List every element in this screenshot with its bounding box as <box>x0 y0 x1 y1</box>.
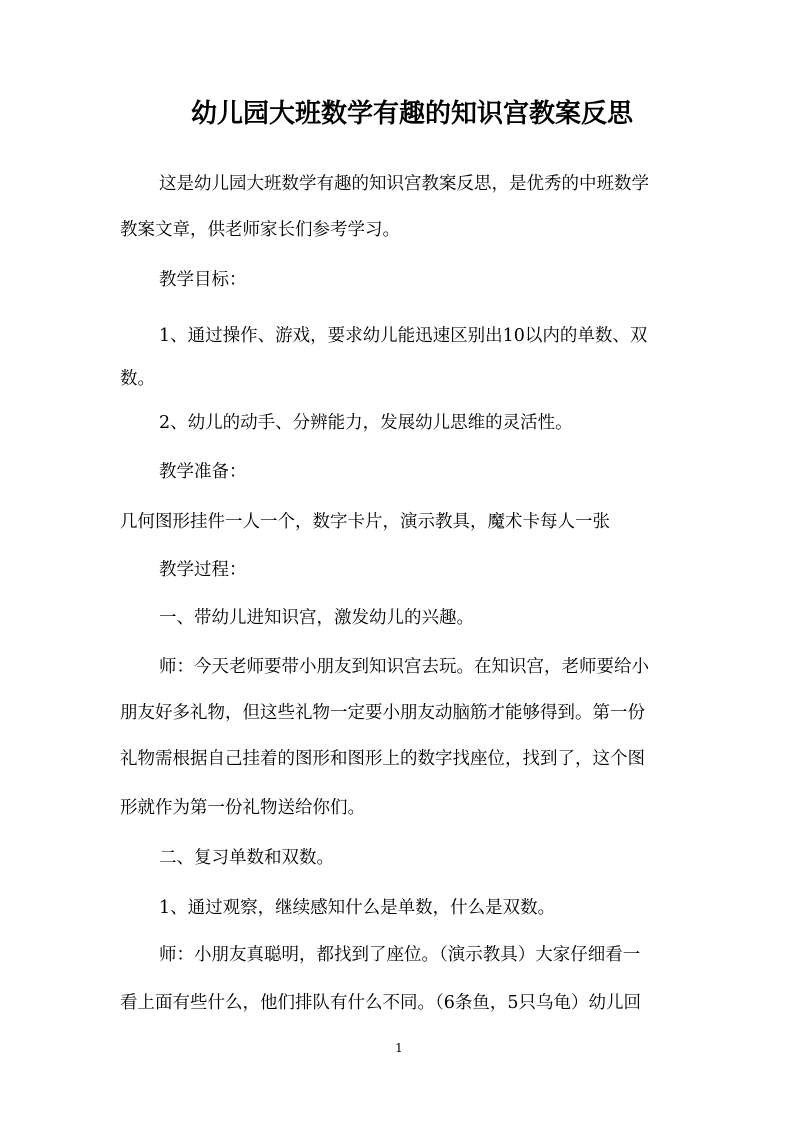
paragraph-line: 几何图形挂件一人一个，数字卡片，演示教具，魔术卡每人一张 <box>120 512 610 532</box>
paragraph-line: 礼物需根据自己挂着的图形和图形上的数字找座位，找到了，这个图 <box>120 749 645 769</box>
section-heading: 教学目标： <box>159 270 247 290</box>
paragraph-line: 师：小朋友真聪明，都找到了座位。（演示教具）大家仔细看一 <box>159 945 641 965</box>
paragraph-line: 数。 <box>120 369 155 389</box>
page-number: 1 <box>395 1041 403 1055</box>
paragraph-line: 1、通过观察，继续感知什么是单数，什么是双数。 <box>159 898 556 918</box>
section-heading: 教学准备： <box>159 462 247 482</box>
paragraph-line: 形就作为第一份礼物送给你们。 <box>120 798 365 818</box>
paragraph-line: 看上面有些什么，他们排队有什么不同。（6条鱼，5只乌龟）幼儿回 <box>120 993 642 1013</box>
paragraph-line: 2、幼儿的动手、分辨能力，发展幼儿思维的灵活性。 <box>159 413 573 433</box>
paragraph-line: 这是幼儿园大班数学有趣的知识宫教案反思，是优秀的中班数学 <box>159 174 649 194</box>
section-heading: 教学过程： <box>159 560 247 580</box>
section-heading: 一、带幼儿进知识宫，激发幼儿的兴趣。 <box>159 608 474 628</box>
paragraph-line: 师：今天老师要带小朋友到知识宫去玩。在知识宫，老师要给小 <box>159 657 649 677</box>
paragraph-line: 朋友好多礼物，但这些礼物一定要小朋友动脑筋才能够得到。第一份 <box>120 703 645 723</box>
document-title: 幼儿园大班数学有趣的知识宫教案反思 <box>190 99 633 129</box>
section-heading: 二、复习单数和双数。 <box>159 848 334 868</box>
paragraph-line: 1、通过操作、游戏，要求幼儿能迅速区别出10以内的单数、双 <box>159 326 648 346</box>
paragraph-line: 教案文章，供老师家长们参考学习。 <box>120 220 400 240</box>
